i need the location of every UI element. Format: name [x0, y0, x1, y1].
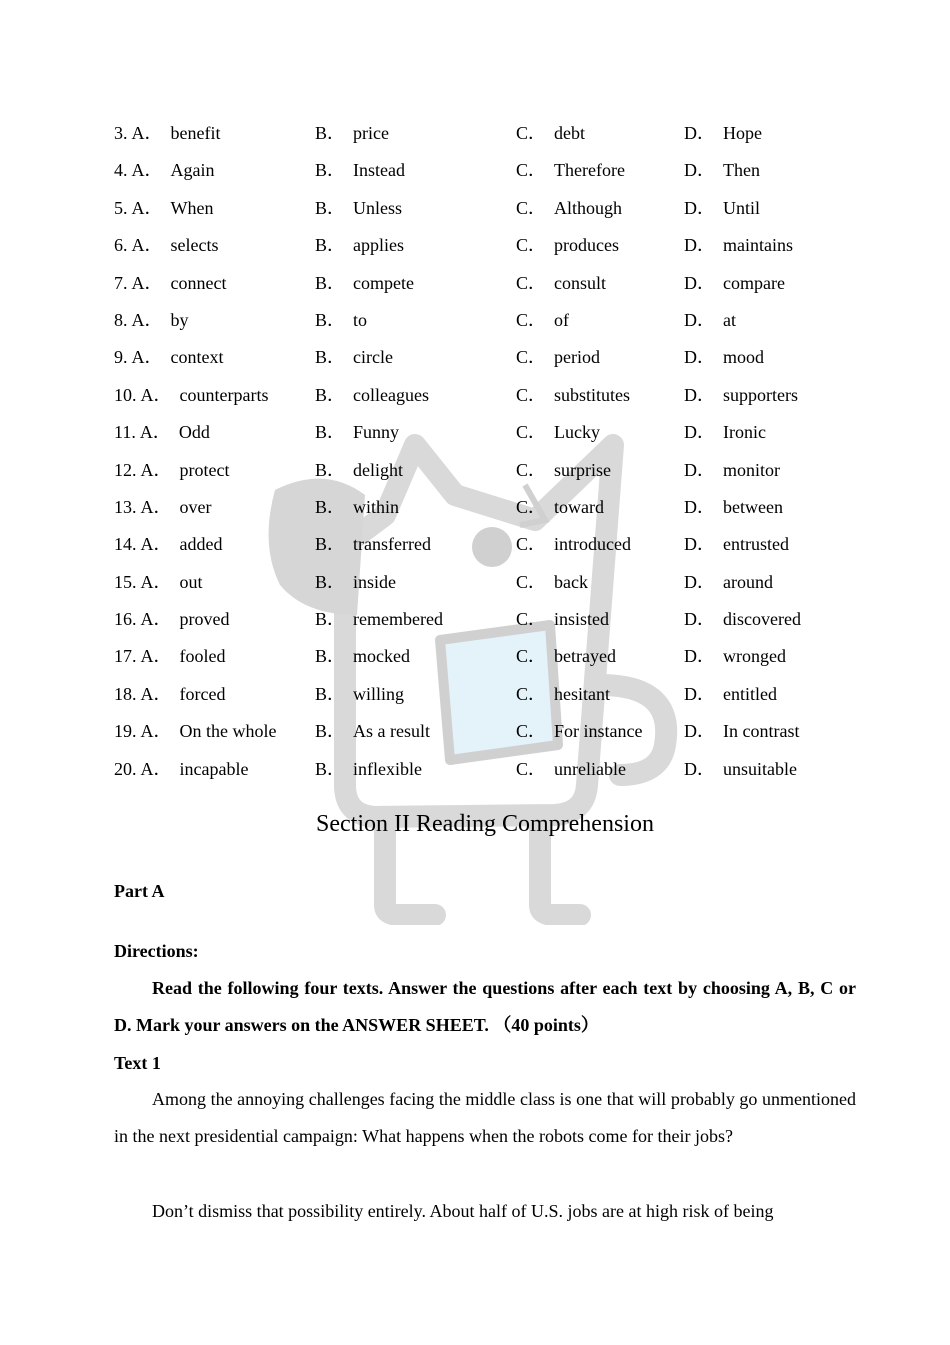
option-d	[684, 643, 786, 669]
option-letter: C．	[516, 721, 547, 742]
option-word: supporters	[723, 384, 798, 405]
option-word: insisted	[554, 609, 610, 630]
option-word: around	[723, 571, 773, 592]
option-word: mocked	[353, 646, 410, 667]
option-word: Odd	[178, 422, 210, 443]
option-c	[516, 419, 600, 445]
option-letter: A．	[140, 459, 172, 480]
option-letter: C．	[516, 683, 547, 704]
paragraph: Don’t dismiss that possibility entirely. About half of U.S. jobs are at high risk of being	[152, 1201, 774, 1221]
option-letter: B．	[315, 721, 346, 742]
option-letter: B．	[315, 534, 346, 555]
option-word: Lucky	[554, 422, 600, 443]
option-word: Again	[170, 160, 215, 181]
option-letter: C．	[516, 197, 547, 218]
option-word: Hope	[723, 123, 762, 143]
question-row	[114, 569, 856, 606]
option-a	[114, 270, 226, 296]
option-word: Then	[723, 160, 760, 181]
option-letter: A．	[140, 683, 172, 704]
option-b	[315, 344, 393, 370]
option-word: When	[170, 197, 214, 218]
option-letter: B．	[315, 272, 346, 293]
option-word: discovered	[723, 609, 801, 630]
option-letter: C．	[516, 459, 547, 480]
option-word: proved	[179, 609, 230, 630]
option-word: period	[554, 347, 600, 368]
option-letter: C．	[516, 571, 547, 592]
question-number: 4.	[114, 160, 128, 181]
question-row	[114, 157, 856, 194]
option-a	[114, 494, 211, 520]
option-c	[516, 307, 569, 333]
option-c	[516, 120, 585, 146]
option-c	[516, 718, 643, 744]
option-b	[315, 157, 405, 183]
option-word: compete	[353, 272, 414, 293]
option-word: added	[179, 534, 223, 555]
option-word: betrayed	[554, 646, 616, 667]
option-word: counterparts	[179, 384, 269, 405]
option-word: transferred	[353, 534, 431, 555]
question-number: 5.	[114, 197, 128, 218]
option-word: toward	[554, 496, 604, 517]
directions-text: Read the following four texts. Answer the questions after each text by choosing A, B, C or D. Mark your answers on the ANSWER SHEET. （40 points）	[114, 978, 856, 1036]
option-word: forced	[179, 683, 226, 704]
option-word: applies	[353, 235, 405, 256]
option-c	[516, 157, 625, 183]
option-word: back	[554, 571, 588, 592]
question-number: 16.	[114, 609, 137, 630]
option-word: inside	[353, 571, 397, 592]
question-row	[114, 195, 856, 232]
part-heading: Part A	[114, 881, 165, 901]
question-row	[114, 307, 856, 344]
question-number: 11.	[114, 422, 136, 443]
question-row	[114, 344, 856, 381]
option-c	[516, 531, 631, 557]
section-title: Section II Reading Comprehension	[316, 811, 654, 837]
option-letter: D．	[684, 683, 715, 704]
question-row	[114, 120, 856, 157]
option-word: fooled	[179, 646, 226, 667]
option-d	[684, 195, 760, 221]
option-letter: D．	[684, 459, 715, 480]
question-row	[114, 457, 856, 494]
option-c	[516, 494, 604, 520]
option-a	[114, 419, 210, 445]
option-word: connect	[170, 272, 227, 293]
question-number: 7.	[114, 272, 128, 293]
option-word: Therefore	[554, 160, 625, 181]
question-number: 15.	[114, 571, 137, 592]
option-word: context	[170, 347, 224, 368]
option-d	[684, 531, 789, 557]
option-b	[315, 307, 367, 333]
option-letter: A．	[131, 272, 163, 293]
option-letter: A．	[140, 609, 172, 630]
option-c	[516, 457, 611, 483]
option-b	[315, 756, 422, 782]
option-b	[315, 232, 404, 258]
option-letter: A．	[140, 496, 172, 517]
option-word: consult	[554, 272, 607, 293]
option-letter: D．	[684, 309, 715, 330]
option-word: selects	[170, 235, 219, 256]
option-c	[516, 344, 600, 370]
option-letter: D．	[684, 422, 715, 443]
question-row	[114, 643, 856, 680]
option-letter: C．	[516, 758, 547, 779]
option-letter: A．	[140, 384, 172, 405]
option-word: unreliable	[554, 758, 626, 779]
option-word: hesitant	[554, 683, 611, 704]
text-label: Text 1	[114, 1053, 161, 1073]
option-d	[684, 457, 780, 483]
option-a	[114, 531, 222, 557]
option-a	[114, 643, 225, 669]
option-letter: C．	[516, 384, 547, 405]
question-row	[114, 606, 856, 643]
option-letter: D．	[684, 721, 715, 742]
option-word: Funny	[353, 422, 400, 443]
option-letter: B．	[315, 160, 346, 181]
option-a	[114, 382, 268, 408]
option-word: of	[554, 309, 570, 330]
question-number: 3.	[114, 123, 128, 143]
answer-options-table	[114, 120, 856, 793]
option-letter: A．	[139, 422, 171, 443]
option-b	[315, 681, 404, 707]
option-letter: B．	[315, 235, 346, 256]
option-letter: A．	[140, 721, 172, 742]
option-word: Unless	[353, 197, 403, 218]
option-word: circle	[353, 347, 393, 368]
option-word: wronged	[723, 646, 786, 667]
option-a	[114, 606, 229, 632]
option-word: incapable	[179, 758, 249, 779]
option-word: On the whole	[179, 721, 277, 742]
question-number: 8.	[114, 309, 128, 330]
option-letter: C．	[516, 123, 547, 143]
question-row	[114, 494, 856, 531]
option-letter: C．	[516, 272, 547, 293]
option-letter: B．	[315, 309, 346, 330]
option-c	[516, 681, 610, 707]
option-a	[114, 344, 223, 370]
option-b	[315, 270, 414, 296]
option-d	[684, 120, 762, 146]
option-d	[684, 232, 793, 258]
question-number: 17.	[114, 646, 137, 667]
option-letter: D．	[684, 160, 715, 181]
option-letter: B．	[315, 384, 346, 405]
option-word: benefit	[170, 123, 221, 143]
option-word: introduced	[554, 534, 631, 555]
option-d	[684, 344, 764, 370]
option-letter: D．	[684, 534, 715, 555]
option-a	[114, 457, 229, 483]
option-letter: A．	[140, 646, 172, 667]
option-b	[315, 382, 429, 408]
option-a	[114, 120, 220, 146]
option-b	[315, 457, 403, 483]
option-d	[684, 157, 760, 183]
option-a	[114, 232, 218, 258]
option-letter: D．	[684, 571, 715, 592]
option-word: As a result	[353, 721, 430, 742]
option-d	[684, 419, 766, 445]
option-b	[315, 531, 431, 557]
option-c	[516, 756, 626, 782]
option-word: debt	[554, 123, 586, 143]
question-number: 6.	[114, 235, 128, 256]
option-word: inflexible	[353, 758, 422, 779]
option-letter: B．	[315, 646, 346, 667]
option-letter: B．	[315, 609, 346, 630]
question-row	[114, 531, 856, 568]
option-word: to	[353, 309, 368, 330]
option-c	[516, 569, 588, 595]
option-word: mood	[723, 347, 765, 368]
question-row	[114, 718, 856, 755]
question-number: 18.	[114, 683, 137, 704]
option-letter: A．	[131, 197, 163, 218]
option-word: out	[179, 571, 203, 592]
option-word: Although	[554, 197, 623, 218]
option-word: In contrast	[723, 721, 800, 742]
option-letter: B．	[315, 758, 346, 779]
option-c	[516, 195, 622, 221]
option-b	[315, 606, 443, 632]
option-letter: B．	[315, 459, 346, 480]
option-word: between	[723, 496, 783, 517]
option-word: protect	[179, 459, 230, 480]
option-a	[114, 307, 189, 333]
option-word: over	[179, 496, 212, 517]
option-letter: A．	[140, 758, 172, 779]
option-word: at	[723, 309, 736, 330]
option-d	[684, 307, 736, 333]
option-word: surprise	[554, 459, 612, 480]
option-letter: D．	[684, 123, 715, 143]
option-letter: D．	[684, 384, 715, 405]
option-letter: D．	[684, 197, 715, 218]
option-letter: A．	[131, 347, 163, 368]
option-word: Ironic	[723, 422, 766, 443]
option-c	[516, 606, 609, 632]
option-word: entrusted	[723, 534, 789, 555]
option-word: delight	[353, 459, 404, 480]
option-letter: C．	[516, 496, 547, 517]
option-d	[684, 494, 783, 520]
directions-label: Directions:	[114, 941, 199, 961]
option-letter: B．	[315, 683, 346, 704]
option-letter: C．	[516, 309, 547, 330]
option-letter: A．	[131, 235, 163, 256]
question-row	[114, 232, 856, 269]
question-number: 13.	[114, 496, 137, 517]
option-d	[684, 756, 797, 782]
paragraph: Among the annoying challenges facing the middle class is one that will probably go unmentioned in the next presidential campaign: What happens when the robots come for their jobs?	[114, 1089, 856, 1147]
option-word: willing	[353, 683, 405, 704]
option-word: entitled	[723, 683, 777, 704]
option-word: by	[170, 309, 189, 330]
option-letter: D．	[684, 496, 715, 517]
option-letter: C．	[516, 160, 547, 181]
option-word: colleagues	[353, 384, 429, 405]
option-word: unsuitable	[723, 758, 797, 779]
option-word: Instead	[353, 160, 405, 181]
option-letter: B．	[315, 571, 346, 592]
option-b	[315, 643, 410, 669]
option-letter: D．	[684, 646, 715, 667]
option-letter: C．	[516, 347, 547, 368]
option-letter: D．	[684, 272, 715, 293]
option-word: compare	[723, 272, 785, 293]
option-letter: B．	[315, 422, 346, 443]
option-a	[114, 681, 225, 707]
question-number: 14.	[114, 534, 137, 555]
option-b	[315, 419, 399, 445]
option-b	[315, 195, 402, 221]
option-b	[315, 569, 396, 595]
option-word: price	[353, 123, 389, 143]
option-d	[684, 681, 777, 707]
option-letter: D．	[684, 347, 715, 368]
question-number: 9.	[114, 347, 128, 368]
option-word: monitor	[723, 459, 780, 480]
option-d	[684, 606, 801, 632]
option-b	[315, 718, 430, 744]
option-letter: A．	[131, 123, 163, 143]
option-letter: B．	[315, 197, 346, 218]
option-letter: B．	[315, 347, 346, 368]
option-a	[114, 718, 276, 744]
option-word: produces	[554, 235, 619, 256]
option-b	[315, 120, 389, 146]
option-c	[516, 643, 616, 669]
option-word: within	[353, 496, 400, 517]
option-letter: B．	[315, 496, 346, 517]
option-word: substitutes	[554, 384, 631, 405]
question-number: 10.	[114, 384, 137, 405]
option-b	[315, 494, 399, 520]
option-a	[114, 569, 203, 595]
question-row	[114, 270, 856, 307]
option-word: For instance	[554, 721, 643, 742]
option-letter: C．	[516, 235, 547, 256]
question-row	[114, 756, 856, 793]
question-row	[114, 382, 856, 419]
option-word: remembered	[353, 609, 443, 630]
option-letter: A．	[131, 160, 163, 181]
option-word: maintains	[723, 235, 793, 256]
option-letter: C．	[516, 534, 547, 555]
option-a	[114, 157, 215, 183]
option-a	[114, 756, 248, 782]
option-c	[516, 232, 619, 258]
question-row	[114, 681, 856, 718]
option-word: Until	[723, 197, 761, 218]
question-number: 12.	[114, 459, 137, 480]
option-letter: C．	[516, 609, 547, 630]
option-d	[684, 718, 799, 744]
option-letter: B．	[315, 123, 346, 143]
option-a	[114, 195, 213, 221]
option-letter: C．	[516, 646, 547, 667]
option-letter: A．	[140, 571, 172, 592]
option-letter: A．	[131, 309, 163, 330]
option-c	[516, 270, 606, 296]
option-d	[684, 569, 773, 595]
option-letter: D．	[684, 235, 715, 256]
option-d	[684, 382, 798, 408]
option-letter: A．	[140, 534, 172, 555]
option-letter: C．	[516, 422, 547, 443]
question-row	[114, 419, 856, 456]
option-letter: D．	[684, 609, 715, 630]
option-c	[516, 382, 630, 408]
question-number: 19.	[114, 721, 137, 742]
option-d	[684, 270, 785, 296]
question-number: 20.	[114, 758, 137, 779]
option-letter: D．	[684, 758, 715, 779]
